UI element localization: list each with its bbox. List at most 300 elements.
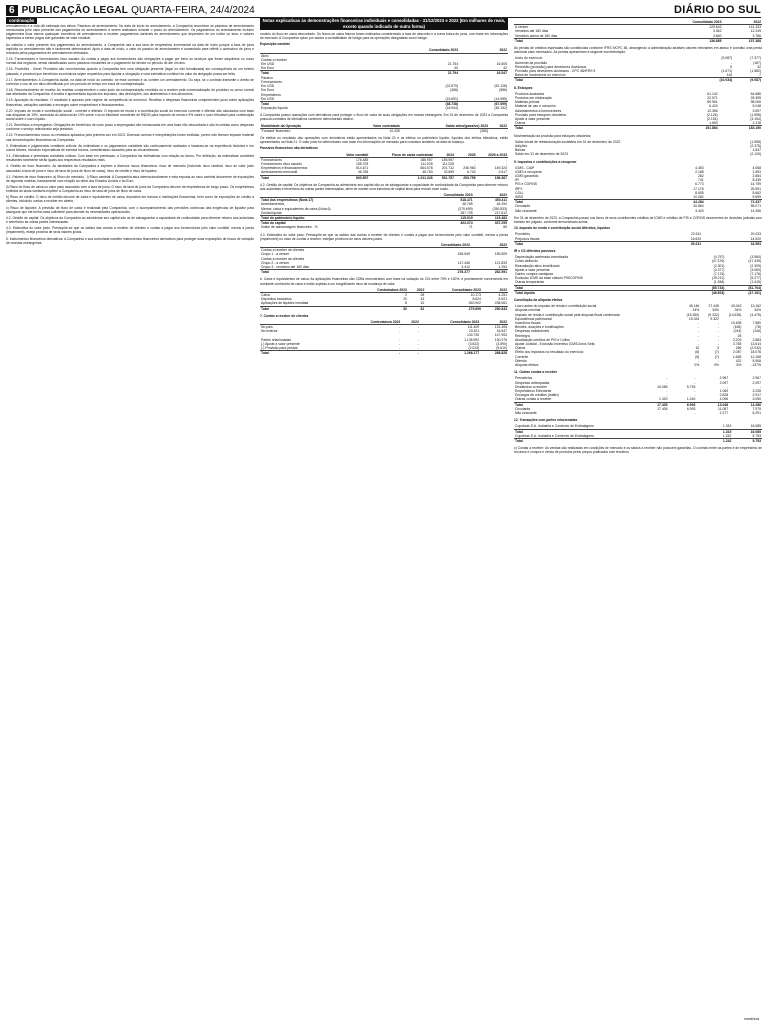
table-header-cell: Consolidado 2023 [355,48,459,53]
table-cell: - [694,393,696,398]
intro-paragraph: modelo do fluxo de caixa descontado. Os fluxos de caixa futuros foram estimados considerando a taxa de desconto e a curva futura de juros, com base em informações de mercado. A Companhia optou por adotar a contabilidade de hedge para as operações designadas como hedge. [260,32,508,41]
table-cell: - [417,325,419,330]
section-title: PUBLICAÇÃO LEGAL [21,4,129,16]
table-cell: 46.294 [496,202,507,207]
paragraph-b: Os efeitos no resultado das operações com derivativos estão apresentados na Nota 24 e os efeitos no patrimônio líquido, líquidos dos efeitos tributários, estão apresentados na Nota 21. O valor justo foi determinado com base em informações de mercado para contratos similares na data do balanço. [260,136,508,145]
table-cell: (1.671) [721,68,733,73]
paragraph-r3: Em 31 de dezembro de 2023, a Companhia possui nos livros de seus contribuintes créditos de ICMS e créditos de PIS e COFINS decorrentes de decisões judiciais com trânsito em julgado, conforme demonstrado acima. [514,215,762,225]
table-cell: Encargos de créditos (Inaltix) [515,393,559,398]
table-cell: 279.699 [425,306,482,311]
table-cell: Total [514,241,642,246]
table-cell: (165) [733,325,742,330]
table-cell: 6.993 [669,402,697,407]
table-cell: Reintegra [515,333,530,338]
continue-label: continua [743,1016,759,1021]
table-cell: Diferido [515,358,527,363]
table-cell: Total [260,351,339,356]
table-cell: (1.598) [750,139,761,144]
table-cell: (243) [733,329,742,334]
table-cell: (10.034) [700,78,733,83]
table-cell: 3 [716,346,719,351]
table-cell: 16.085 [750,424,761,429]
table-cell: 2.097 [752,380,761,385]
table-cell: Matérias-primas [515,100,540,105]
table-cell: - [694,410,696,415]
table-cell: 64.686 [750,91,761,96]
table-cell: Grupo 1 - a vencer [261,252,290,257]
table-cell: 116 [726,73,733,78]
table-cell: 191.864 [675,126,718,131]
table-cell: (7) [714,354,719,359]
table-cell: 4.068 [752,165,761,170]
table-cell: 155.378 [356,161,369,166]
table-header-cell: Consolidado 2023 [409,193,474,198]
table-cell: 3.765 [732,341,742,346]
table-cell: Despesas antecipadas [515,380,550,385]
table-cell: 89.951 [707,100,718,105]
table-cell: - [339,351,401,356]
table-cell: - [401,351,420,356]
table-cell: Arrendamento mercantil [261,170,298,175]
table-cell: (4.757) [713,255,725,260]
table-cell: Total [514,126,675,131]
table-cell: Total [260,175,333,180]
table-cell: 48.763 [422,170,433,175]
tax-title: 9. Impostos e contribuições a recuperar [514,159,577,164]
table-cell: Total [260,101,355,106]
table-cell: 'Forward' financeiro [261,128,291,133]
table-cell: Produtos acabados [515,91,545,96]
table-cell: 16.547 [496,329,507,334]
table-cell: 42 [503,66,507,71]
table-cell: 8.662 [752,190,761,195]
table-cell: 26.591 [750,186,761,191]
table-cell: (2.032) [750,346,761,351]
table-cell: Brindes, doações e bonificações [515,325,564,330]
table-cell: - [666,376,668,381]
table-cell: 1.254 [498,264,507,269]
table-cell: 34% [734,308,742,313]
table-cell: (85.734) [689,285,726,290]
table-cell: Total [514,38,637,43]
table-cell: Em USD [261,62,275,67]
table-cell: 1.242 [722,433,732,438]
effective-rate-table [514,304,762,367]
table-cell: 183.190 [719,126,762,131]
table-cell: 3.362 [712,29,722,34]
other-receivables-title: 11. Outras contas a receber [514,370,558,375]
column-left [6,18,254,1019]
table-cell: (78) [754,325,761,330]
table-cell: - [417,337,419,342]
table-cell: 115.019 [409,216,474,221]
table-row [260,106,508,110]
table-cell: 14.266 [729,402,762,407]
table-cell: 141.333 [748,25,761,30]
table-cell: 266 [735,346,742,351]
table-cell: 14.266 [750,208,761,213]
table-cell: Contas a receber de clientes [261,256,305,261]
table-cell: 5.753 [752,433,761,438]
table-cell: (14.985) [494,96,507,101]
table-cell: Grupo 2 - a vencer [261,260,290,265]
table-cell: Outras temporárias [515,280,545,285]
paragraph-e: 6. Caixa e equivalentes de caixa: As aplicações financeiras são CDBs remunerados com base na variação do CDI entre 75% e 100%, e prontamente conversíveis em montante conhecido de caixa e estão sujeitas a um insignificante risco de mudança de valor. [260,277,508,286]
table-cell: Fornecedores [261,79,282,84]
table-cell: Em Euro [261,66,275,71]
table-cell: 2 [405,292,407,297]
table-cell: 7.975 [752,406,761,411]
table-cell: (16.944) [445,106,459,111]
paragraph: 3. Estimativas e julgamentos contábeis críticos: As estimativas e os julgamentos contábeis são continuamente avaliados e baseiam-se na experiência histórica e em outros fatores, incluindo expectativas de eventos futuros, consideradas razoáveis para as circunstâncias. [6,143,254,152]
table-cell: 10.635 [730,320,742,325]
table-cell: Baixa de incobráveis no exercício [515,73,566,78]
table-cell: 6.291 [752,410,761,415]
table-cell: - [759,316,761,321]
table-cell: 131.406 [494,325,507,330]
table-row [514,363,762,367]
table-cell: Empréstimos e financiamentos [261,166,308,171]
table-cell: 21.794 [355,71,459,76]
table-cell: 136.865 [637,38,723,43]
paragraph: 4.3. Estimativa do valor justo: Pressupõe-se que os saldos das contas a receber de clientes e contas a pagar aos fornecedores pelo valor contábil, menos a perda (impairment), esteja próxima de seus valores justos. [6,226,254,235]
capital-table [260,193,508,230]
table-cell: Custo atribuído [515,259,538,264]
table-cell: 0% [713,362,719,367]
obsolete-table [514,140,762,157]
table-header-cell: 2022 [401,320,420,325]
table-cell: 2.828 [719,393,729,398]
table-cell: Total líquido [514,290,689,295]
table-cell: 1.060 [719,388,729,393]
table-cell: 1.136.992 [464,337,480,342]
table-row [514,411,762,415]
table-cell: 21.754 [447,62,459,67]
table-cell: 1.240 [686,397,696,402]
table-cell: 13.048 [696,402,729,407]
table-cell: - [731,60,733,65]
table-cell: 1.319 [722,424,732,429]
table-cell: Provisões [515,232,530,237]
table-cell: Grupo 3 - vencidos até 180 dias [261,264,310,269]
table-cell: Vencidos acima de 180 dias [515,33,558,38]
allowance-table [514,56,762,82]
table-header-cell: 2022 [408,288,425,293]
table-cell: 276.377 [390,270,471,275]
table-cell: 7.580 [752,320,761,325]
continuation-tag: continuação [6,18,37,24]
table-header-cell: Fluxo de caixa contratual [369,153,433,158]
table-cell: 18.076 [750,350,761,355]
credit-quality-table [260,243,508,274]
table-cell: (19.211) [711,276,725,281]
table-cell: 32.659 [443,170,455,175]
paragraph: c) Risco de liquidez: A previsão de fluxo de caixa é realizada pela Companhia, com o acompanhamento das previsões contínuas das exigências de liquidez para assegurar que ela tenha caixa suficiente para atender às necessidades operacionais. [6,205,254,214]
table-cell: 17.405 [657,406,668,411]
table-cell: 4.453 [695,165,704,170]
table-header-cell: 2022 [480,320,508,325]
table-cell: 6.773 [695,182,704,187]
table-header-cell: Controladora 2023 [339,320,401,325]
table-cell: Total [514,285,689,290]
table-cell: 14.759 [750,182,761,187]
paragraph: ii) Risco do fluxo de caixa ou valor justo associado com a taxa de juros: O risco de taxa de juros da Companhia decorre de empréstimos de longo prazo. Os empréstimos emitidos às taxas variáveis expõem a Companhia ao risco de taxa de juros de fluxo de caixa. [6,185,254,194]
table-cell: 11.087 [718,406,729,411]
table-cell: 1.011.326 [369,175,433,180]
table-cell: 40 [454,66,459,71]
table-header-cell: Consolidado 2023 [390,243,471,248]
table-cell: 45.146 [688,304,700,309]
table-header-cell: 2024 [434,153,455,158]
table-cell: 16.547 [459,71,508,76]
table-cell: Fornecedores risco sacado [261,161,302,166]
table-cell: Total [514,200,647,205]
table-cell: - [698,320,700,325]
table-cell: (3.154) [750,116,761,121]
table-header-cell: Controladora 2023 [350,288,408,293]
other-receivables-table [514,376,762,415]
table-cell: (250.833) [492,206,507,211]
paragraph-f: 7. Contas a receber de clientes [260,313,309,318]
paragraph: 2.21. Benefícios a empregados: Obrigações de benefícios de curto prazo a empregados são mensuradas em uma base não descontada e são incorridas como despesas conforme o serviço relacionado seja prestado. [6,123,254,132]
table-cell: 12.366 [707,108,718,113]
table-header-cell: Valor contratado [344,124,401,129]
table-cell: 111.409 [467,325,480,330]
table-cell: 450.411 [474,198,508,203]
table-cell: 1.665 [732,354,742,359]
table-cell: 58.071 [750,204,761,209]
table-header-cell: Modalidade da Operação [260,124,344,129]
table-cell: Total do patrimônio líquido [260,216,409,221]
table-cell: Total [260,270,390,275]
paragraph-a: A Companhia possui operações com derivativos para proteger o fluxo de caixa de suas obrigações em moeda estrangeira. Em 31 de dezembro de 2023 a Companhia possuía contratos de derivativos conforme demonstrado abaixo: [260,113,508,122]
table-cell: (2.126) [750,152,761,157]
table-cell: - [399,337,401,342]
table-cell: Ativo [261,53,269,58]
table-cell: 5.048 [752,104,761,109]
table-header-cell: Valor contábil [333,153,369,158]
tax-table [514,166,762,213]
table-cell: 1.242 [707,438,732,443]
table-cell: 30 [350,306,408,311]
table-cell: 10 [695,346,700,351]
table-cell: 2.097 [719,380,729,385]
table-cell: No país [261,325,273,330]
table-cell: PIS e COFINS [515,182,538,187]
table-cell: - [698,358,700,363]
column-middle [260,18,508,1019]
table-cell: (14.635) [728,312,742,317]
table-cell: IPI [515,178,520,183]
table-cell: 17.176 [693,186,704,191]
table-cell: 22.611 [690,232,702,237]
table-cell: 111.028 [442,161,455,166]
table-cell: Adiantamentos a fornecedores [515,108,562,113]
table-cell: Início do exercício [515,56,543,61]
table-cell: 2.216 [752,121,761,126]
table-cell: Dívida líquida [261,210,282,215]
paragraph: 3.1. Estimativas e premissas contábeis críticas: Com base em premissas, a Companhia faz estimativas com relação ao futuro. Por definição, as estimativas contábeis resultantes raramente serão iguais aos respectivos resultados reais. [6,154,254,163]
derivatives-table [260,124,508,133]
table-cell: (9.087) [721,56,733,61]
exposure-table [260,48,508,110]
table-cell: 250.833 [482,306,508,311]
table-cell: 1.266.177 [420,351,480,356]
paragraph: Ao calcular o valor presente dos pagamentos do arrendamento, a Companhia usa a sua taxa de empréstimo incremental na data de início porque a taxa de juros implícita no arrendamento não é facilmente determinável. Após a data de início, o valor do passivo de arrendamento é aumentado para refletir o acréscimo de juros e reduzido pelos pagamentos de arrendamento efetuados. [6,42,254,55]
table-cell: 268.828 [480,351,508,356]
table-cell: 119.483 [474,216,508,221]
table-cell: Total [260,306,350,311]
table-cell: - [417,346,419,351]
table-cell: Empréstimos Eletrobrás [515,388,552,393]
table-cell: 2.087 [732,350,742,355]
table-cell: 238.061 [494,301,507,306]
table-cell: 6.993 [686,406,696,411]
table-row [514,438,762,443]
table-header-cell: 2022 [489,124,508,129]
table-cell: - [698,325,700,330]
inventory-table [514,92,762,131]
table-cell: (48.152) [494,106,507,111]
table-cell: 422 [735,358,742,363]
table-cell: (67.699) [459,101,508,106]
table-cell: Caixa [261,292,270,297]
table-cell: Exposição líquida [261,106,288,111]
table-cell: Total [514,438,707,443]
table-cell: - [666,393,668,398]
paragraph: 2.20. Imposto de renda e contribuição social - corrente e diferido: O imposto de renda e a contribuição social do exercício corrente e diferido são calculados com base nas alíquotas de 15%, acrescida do adicional de 10% sobre o lucro tributável excedente de R$240 para imposto de renda e 9% sobre o lucro tributável para contribuição social sobre o lucro líquido. [6,108,254,121]
table-cell: 43 [420,297,425,302]
table-cell: Fornecedores [261,157,282,162]
table-row [260,175,508,180]
table-cell: Total [514,78,700,83]
table-cell: Empréstimos [261,92,281,97]
table-cell: 10.435 [389,128,400,133]
table-cell: Provisão para estoques obsoletos [515,112,567,117]
paragraph-r1: As perdas de créditos esperadas são constituídas conforme IFRS 9/CPC 48, abrangendo a administração analises valores relevantes em atraso e constitui uma perda adicional caso necessário. As perdas apresentam a seguinte movimentação: [514,46,762,55]
related-title: 12. Transações com partes relacionadas [514,418,578,423]
table-cell: (3.377) [713,267,725,272]
effective-rate-title: Conciliação da alíquota efetiva [514,297,563,302]
cash-table [260,288,508,311]
table-cell: 20 [403,297,407,302]
table-cell: 15.334 [688,316,700,321]
table-cell: Copobras S.A. Indústria e Comércio de Embalagens [515,433,594,438]
table-cell: (1.415) [750,280,761,285]
table-cell: - [759,333,761,338]
table-cell: - [399,325,401,330]
table-cell: -5% [735,362,742,367]
table-cell: 2.967 [719,376,729,381]
table-cell: 282.591 [471,270,508,275]
table-row [514,126,762,131]
table-cell: Índice de alavancagem financeira - % [261,225,318,230]
publication-date: QUARTA-FEIRA, 24/4/2024 [131,4,255,16]
table-cell: (81.704) [725,285,762,290]
table-cell: - [717,325,719,330]
table-cell: Corrente [515,354,529,359]
table-cell: 4.251 [498,292,507,297]
table-cell: Total [260,71,355,76]
table-cell: ICMS - CIAP [515,165,535,170]
table-cell: (22.679) [445,84,459,89]
table-cell: Depósitos bancários [261,297,292,302]
table-cell: - [666,410,668,415]
table-cell: 12.168 [750,354,761,359]
table-cell: 5.699 [752,195,761,200]
table-cell: (5.610) [496,346,507,351]
table-cell: Provisão para devedores duvidosos - CPC 48/IFRS 9 [515,68,596,73]
table-cell: Saldo inicial de reestruturação societária em 31 de dezembro de 2022 [515,139,621,144]
table-cell: 8 [405,301,407,306]
table-cell: Ajuste a valor presente [515,116,550,121]
table-cell: (3.522) [468,341,480,346]
paragraph: arrendamento e a vida útil estimada dos ativos. Passivos de arrendamento: No data de início do arrendamento, a Companhia reconhece os passivos de arrendamento mensurados pelo valor presente dos pagamentos do arrendamento a serem realizados durante o prazo do arrendamento. Os pagamentos do arrendamento incluem pagamentos fixos menos quaisquer incentivos de arrendamento a receber, pagamentos variáveis de arrendamento que dependem de um índice ou taxa, e valores esperados a serem pagos sob garantias de valor residual. [6,24,254,41]
table-cell: 34.553 [702,241,762,246]
table-cell: 518.471 [409,198,474,203]
table-cell: Circulante [515,406,531,411]
table-cell: Outras contas a receber [515,397,552,402]
table-cell: 10.173 [470,292,481,297]
column-right [514,18,762,1019]
table-row [260,351,508,356]
table-row [514,290,762,295]
table-cell: - [717,341,719,346]
table-cell: 282 [697,174,704,179]
table-cell: - [474,157,476,162]
page-header [6,3,761,18]
table-cell: Adições [515,143,528,148]
table-cell: 337.295 [474,221,508,226]
table-cell: ICMS a recuperar [515,169,542,174]
table-cell: (7.377) [750,56,761,61]
table-cell: 25 [737,333,742,338]
table-cell: 3.660 [712,33,722,38]
table-cell: 664.578 [420,166,433,171]
table-cell: 403.374 [409,221,474,226]
table-header-cell: Consolidado 2023 [425,288,482,293]
table-cell: 3.050 [752,397,761,402]
table-cell: 81 [408,306,425,311]
table-cell: - [417,329,419,334]
deferred-title: 10. Imposto de renda e contribuição social diferidos, líquidos [514,226,610,231]
table-cell: (3.960) [750,255,761,260]
table-cell: 217.812 [494,210,507,215]
table-row [260,270,508,275]
paragraph-r2: Movimentação da provisão para estoques obsoletos: [514,133,592,138]
table-cell: INSS [515,195,523,200]
table-cell: (1.598) [750,112,761,117]
table-cell: 6 [730,64,733,69]
table-cell: 8.605 [695,190,704,195]
table-cell: 22.571 [707,95,718,100]
table-cell: - [717,337,719,342]
table-cell: 34% [754,308,761,313]
table-cell: (6) [695,350,700,355]
table-cell: 741 [697,178,704,183]
table-cell: (7.176) [750,271,761,276]
table-cell: Total [514,429,707,434]
table-cell: 246.983 [463,166,476,171]
table-cell: (46.503) [689,290,726,295]
table-cell: (47.439) [748,259,761,264]
table-cell: (9.087) [733,78,762,83]
table-cell: 130.075 [494,337,507,342]
table-cell: (-) Provisão para perdas [261,346,298,351]
table-cell: Material de uso e consumo [515,104,556,109]
table-cell: Ganho compra vantajosa [515,271,553,276]
table-cell: - [417,341,419,346]
